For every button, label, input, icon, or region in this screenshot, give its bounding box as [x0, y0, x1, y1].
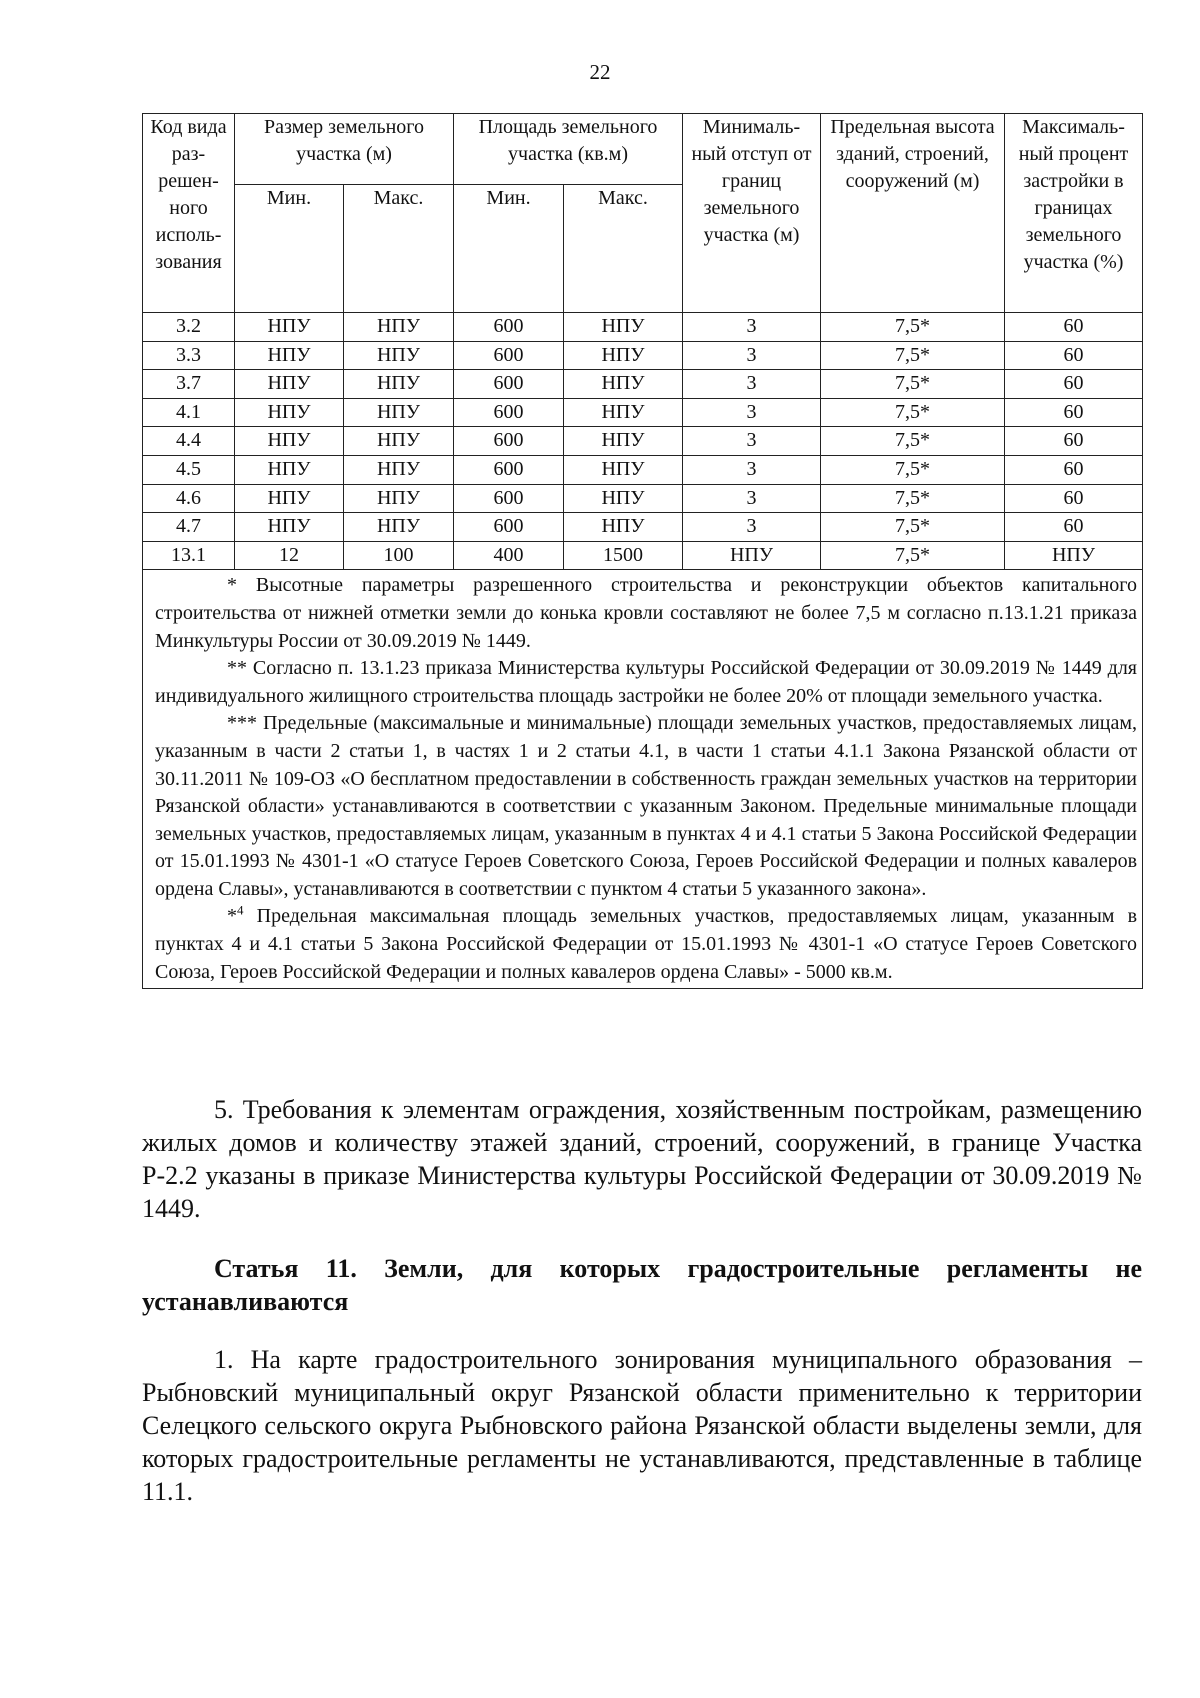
cell-area-max: НПУ	[564, 513, 683, 542]
cell-size-max: НПУ	[344, 370, 454, 399]
cell-area-min: 400	[454, 541, 564, 570]
header-area: Площадь земельного участка (кв.м)	[454, 114, 683, 185]
header-percent: Максималь-ный процент застройки в границах земельного участка (%)	[1005, 114, 1143, 313]
table-header-row	[143, 114, 1143, 185]
cell-size-min: НПУ	[235, 455, 344, 484]
cell-area-max: 1500	[564, 541, 683, 570]
page-number: 22	[589, 60, 611, 84]
cell-size-min: НПУ	[235, 513, 344, 542]
cell-height: 7,5*	[821, 541, 1005, 570]
cell-area-min: 600	[454, 313, 564, 342]
cell-size-max: 100	[344, 541, 454, 570]
cell-area-max: НПУ	[564, 398, 683, 427]
cell-height: 7,5*	[821, 455, 1005, 484]
cell-percent: 60	[1005, 455, 1143, 484]
cell-percent: 60	[1005, 370, 1143, 399]
cell-height: 7,5*	[821, 313, 1005, 342]
cell-size-min: НПУ	[235, 398, 344, 427]
cell-area-min: 600	[454, 427, 564, 456]
cell-height: 7,5*	[821, 427, 1005, 456]
header-area-min: Мин.	[454, 185, 564, 313]
cell-height: 7,5*	[821, 398, 1005, 427]
note-4-text: Предельная максимальная площадь земельных участков, предоставляемых лицам, указанным в пунктах 4 и 4.1 статьи 5 Закона Российской Федерации от 15.01.1993 № 4301-1 «О статусе Героев Советского Союза, Героев Российской Федерации и полных кавалеров ордена Славы» - 5000 кв.м.	[155, 905, 1138, 983]
cell-size-max: НПУ	[344, 455, 454, 484]
cell-height: 7,5*	[821, 341, 1005, 370]
cell-offset: 3	[683, 370, 821, 399]
cell-area-min: 600	[454, 398, 564, 427]
cell-height: 7,5*	[821, 370, 1005, 399]
cell-area-min: 600	[454, 455, 564, 484]
cell-percent: НПУ	[1005, 541, 1143, 570]
cell-size-max: НПУ	[344, 341, 454, 370]
cell-code: 3.2	[143, 313, 235, 342]
header-size-min: Мин.	[235, 185, 344, 313]
cell-size-max: НПУ	[344, 427, 454, 456]
cell-offset: НПУ	[683, 541, 821, 570]
paragraph-5: 5. Требования к элементам ограждения, хозяйственным постройкам, размещению жилых домов и количеству этажей зданий, строений, сооружений, в границе Участка Р-2.2 указаны в приказе Министерства культуры Российской Федерации от 30.09.2019 № 1449.	[142, 1095, 1142, 1223]
cell-percent: 60	[1005, 513, 1143, 542]
article-heading: Статья 11. Земли, для которых градостроительные регламенты не устанавливаются	[142, 1254, 1142, 1316]
cell-percent: 60	[1005, 398, 1143, 427]
cell-size-min: 12	[235, 541, 344, 570]
regulations-table	[142, 113, 1143, 989]
cell-height: 7,5*	[821, 513, 1005, 542]
table-row	[143, 513, 1143, 542]
cell-size-max: НПУ	[344, 398, 454, 427]
cell-size-min: НПУ	[235, 313, 344, 342]
cell-code: 4.7	[143, 513, 235, 542]
cell-size-max: НПУ	[344, 313, 454, 342]
note-1: * Высотные параметры разрешенного строительства и реконструкции объектов капитального строительства от нижней отметки земли до конька кровли составляют не более 7,5 м согласно п.13.1.21 приказа Минкультуры России от 30.09.2019 № 1449.	[155, 574, 1138, 652]
cell-offset: 3	[683, 455, 821, 484]
cell-area-min: 600	[454, 513, 564, 542]
cell-offset: 3	[683, 313, 821, 342]
table-row	[143, 455, 1143, 484]
cell-area-max: НПУ	[564, 455, 683, 484]
cell-percent: 60	[1005, 313, 1143, 342]
cell-offset: 3	[683, 484, 821, 513]
table-body	[143, 313, 1143, 570]
table-row	[143, 370, 1143, 399]
note-3: *** Предельные (максимальные и минимальные) площади земельных участков, предоставляемых лицам, указанным в части 2 статьи 1, в частях 1 и 2 статьи 4.1, в части 1 статьи 4.1.1 Закона Рязанской области от 30.11.2011 № 109-ОЗ «О бесплатном предоставлении в собственность граждан земельных участков на территории Рязанской области» устанавливаются в соответствии с указанным Законом. Предельные минимальные площади земельных участков, предоставляемых лицам, указанным в пунктах 4 и 4.1 статьи 5 Закона Российской Федерации от 15.01.1993 № 4301-1 «О статусе Героев Советского Союза, Героев Российской Федерации и полных кавалеров ордена Славы», устанавливаются в соответствии с пунктом 4 статьи 5 указанного закона».	[155, 712, 1138, 900]
cell-size-max: НПУ	[344, 484, 454, 513]
note-4-superscript: 4	[237, 902, 244, 918]
cell-size-min: НПУ	[235, 484, 344, 513]
paragraph-5-block	[142, 1093, 1142, 1225]
cell-area-min: 600	[454, 370, 564, 399]
paragraph-11-1-block	[142, 1343, 1142, 1508]
table-notes	[143, 570, 1143, 989]
cell-code: 4.1	[143, 398, 235, 427]
cell-percent: 60	[1005, 341, 1143, 370]
table-row	[143, 427, 1143, 456]
cell-height: 7,5*	[821, 484, 1005, 513]
notes-row	[143, 570, 1143, 989]
header-height: Предельная высота зданий, строений, сооружений (м)	[821, 114, 1005, 313]
cell-percent: 60	[1005, 484, 1143, 513]
table-row	[143, 484, 1143, 513]
cell-offset: 3	[683, 341, 821, 370]
cell-code: 4.4	[143, 427, 235, 456]
cell-code: 13.1	[143, 541, 235, 570]
table-row	[143, 541, 1143, 570]
table-row	[143, 341, 1143, 370]
cell-code: 3.3	[143, 341, 235, 370]
header-code: Код вида раз-решен-ного исполь-зования	[143, 114, 235, 313]
table-row	[143, 313, 1143, 342]
cell-area-max: НПУ	[564, 427, 683, 456]
note-4-marker: *	[227, 905, 237, 928]
header-size-max: Макс.	[344, 185, 454, 313]
cell-percent: 60	[1005, 427, 1143, 456]
cell-area-min: 600	[454, 341, 564, 370]
cell-code: 4.5	[143, 455, 235, 484]
header-area-max: Макс.	[564, 185, 683, 313]
cell-size-max: НПУ	[344, 513, 454, 542]
cell-size-min: НПУ	[235, 370, 344, 399]
cell-code: 4.6	[143, 484, 235, 513]
header-size: Размер земельного участка (м)	[235, 114, 454, 185]
cell-size-min: НПУ	[235, 341, 344, 370]
cell-area-max: НПУ	[564, 341, 683, 370]
cell-area-max: НПУ	[564, 370, 683, 399]
cell-size-min: НПУ	[235, 427, 344, 456]
cell-code: 3.7	[143, 370, 235, 399]
note-4	[155, 903, 1137, 986]
cell-offset: 3	[683, 513, 821, 542]
cell-area-max: НПУ	[564, 313, 683, 342]
cell-area-max: НПУ	[564, 484, 683, 513]
cell-area-min: 600	[454, 484, 564, 513]
note-2: ** Согласно п. 13.1.23 приказа Министерства культуры Российской Федерации от 30.09.2019 № 1449 для индивидуального жилищного строительства площадь застройки не более 20% от площади земельного участка.	[155, 657, 1138, 707]
cell-offset: 3	[683, 398, 821, 427]
table-row	[143, 398, 1143, 427]
header-offset: Минималь-ный отступ от границ земельного участка (м)	[683, 114, 821, 313]
paragraph-11-1: 1. На карте градостроительного зонирования муниципального образования – Рыбновский муниципальный округ Рязанской области применительно к территории Селецкого сельского округа Рыбновского района Рязанской области выделены земли, для которых градостроительные регламенты не устанавливаются, представленные в таблице 11.1.	[142, 1345, 1142, 1506]
cell-offset: 3	[683, 427, 821, 456]
